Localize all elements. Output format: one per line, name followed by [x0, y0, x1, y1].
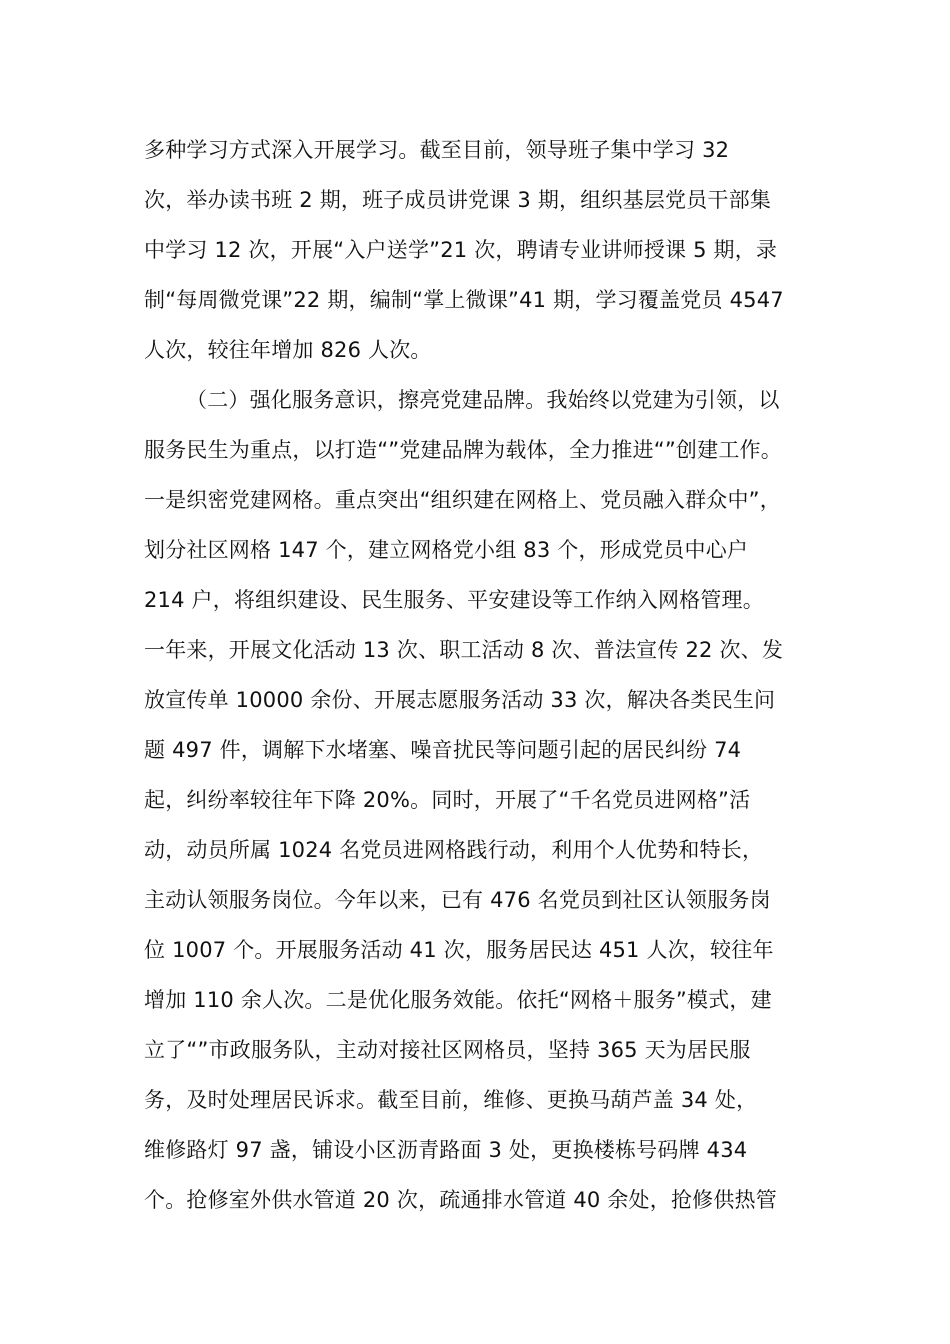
text-line: 立了“”市政服务队，主动对接社区网格员，坚持 365 天为居民服: [144, 1038, 751, 1062]
text-line: 中学习 12 次，开展“入户送学”21 次，聘请专业讲师授课 5 期，录: [144, 238, 778, 262]
text-line: 多种学习方式深入开展学习。截至目前，领导班子集中学习 32: [144, 138, 730, 162]
text-line: 放宣传单 10000 余份、开展志愿服务活动 33 次，解决各类民生问: [144, 688, 776, 712]
text-line: 制“每周微党课”22 期，编制“掌上微课”41 期，学习覆盖党员 4547: [144, 288, 784, 312]
text-line: 务，及时处理居民诉求。截至目前，维修、更换马葫芦盖 34 处，: [144, 1088, 758, 1112]
text-line: 主动认领服务岗位。今年以来，已有 476 名党员到社区认领服务岗: [144, 888, 771, 912]
text-line: 214 户，将组织建设、民生服务、平安建设等工作纳入网格管理。: [144, 588, 764, 612]
text-line: 一年来，开展文化活动 13 次、职工活动 8 次、普法宣传 22 次、发: [144, 638, 784, 662]
text-line: 人次，较往年增加 826 人次。: [144, 338, 432, 362]
text-line: 起，纠纷率较往年下降 20%。同时，开展了“千名党员进网格”活: [144, 788, 751, 812]
text-line: 位 1007 个。开展服务活动 41 次，服务居民达 451 人次，较往年: [144, 938, 774, 962]
text-line: 个。抢修室外供水管道 20 次，疏通排水管道 40 余处，抢修供热管: [144, 1188, 777, 1212]
text-line: 服务民生为重点，以打造“”党建品牌为载体，全力推进“”创建工作。: [144, 438, 782, 462]
text-line: 题 497 件，调解下水堵塞、噪音扰民等问题引起的居民纠纷 74: [144, 738, 742, 762]
text-line: 划分社区网格 147 个，建立网格党小组 83 个，形成党员中心户: [144, 538, 749, 562]
text-line: 次，举办读书班 2 期，班子成员讲党课 3 期，组织基层党员干部集: [144, 188, 772, 212]
text-line: 增加 110 余人次。二是优化服务效能。依托“网格＋服务”模式，建: [144, 988, 772, 1012]
text-line: 维修路灯 97 盏，铺设小区沥青路面 3 处，更换楼栋号码牌 434: [144, 1138, 748, 1162]
text-line: 动，动员所属 1024 名党员进网格践行动，利用个人优势和特长，: [144, 838, 764, 862]
text-line: （二）强化服务意识，擦亮党建品牌。我始终以党建为引领，以: [186, 388, 780, 412]
text-line: 一是织密党建网格。重点突出“组织建在网格上、党员融入群众中”，: [144, 488, 781, 512]
body-text: [144, 125, 808, 1225]
